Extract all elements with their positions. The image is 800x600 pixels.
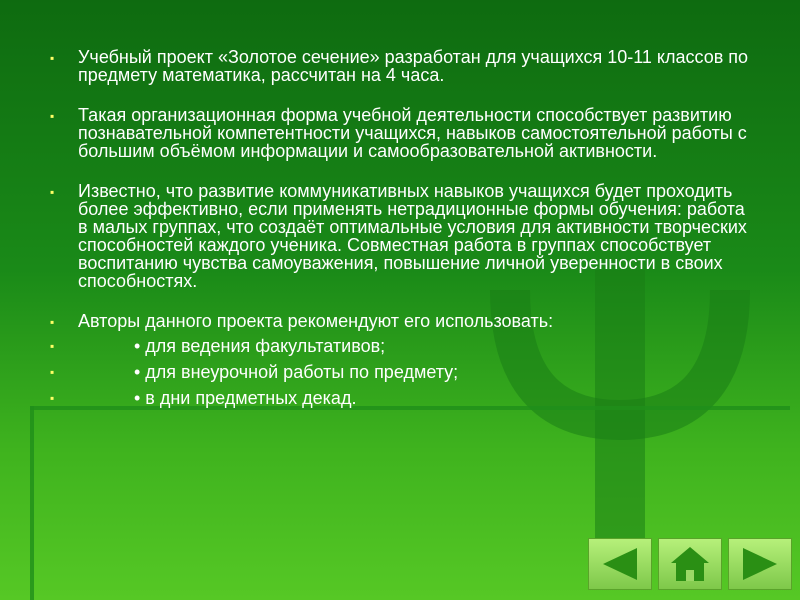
sub-item-2: ▪ • для внеурочной работы по предмету; <box>50 362 459 382</box>
bullet-icon: ▪ <box>50 185 55 199</box>
bullet-icon: ▪ <box>50 391 55 405</box>
paragraph-3: ▪ Известно, что развитие коммуникативных навыков учащихся будет проходить более эффективно, если применять нетрадиционные формы обучения: работа в малых группах, что создаёт оптимальные условия для активности творческих способностей каждого ученика. Совместная работа в группах способствует воспитанию чувства самоуважения, повышение личной уверенности в своих способностях. <box>50 181 747 291</box>
bullet-icon: ▪ <box>50 51 55 65</box>
sub-item-3: ▪ • в дни предметных декад. <box>50 388 357 408</box>
bullet-icon: ▪ <box>50 109 55 123</box>
paragraph-4: ▪ Авторы данного проекта рекомендуют его использовать: <box>50 311 554 331</box>
bullet-icon: ▪ <box>50 315 55 329</box>
house-icon <box>659 539 721 589</box>
bullet-icon: ▪ <box>50 339 55 353</box>
next-button[interactable] <box>728 538 792 590</box>
sub-item-1: ▪ • для ведения факультативов; <box>50 336 386 356</box>
prev-button[interactable] <box>588 538 652 590</box>
slide-content <box>50 48 750 409</box>
paragraph-1: ▪ Учебный проект «Золотое сечение» разработан для учащихся 10-11 классов по предмету математика, рассчитан на 4 часа. <box>50 47 749 85</box>
paragraph-2: ▪ Такая организационная форма учебной деятельности способствует развитию познавательной компетентности учащихся, навыков самостоятельной работы с большим объёмом информации и самообразовательной активности. <box>50 105 747 161</box>
triangle-left-icon <box>589 539 651 589</box>
divider-vertical <box>30 406 34 600</box>
bullet-icon: ▪ <box>50 365 55 379</box>
triangle-right-icon <box>729 539 791 589</box>
home-button[interactable] <box>658 538 722 590</box>
